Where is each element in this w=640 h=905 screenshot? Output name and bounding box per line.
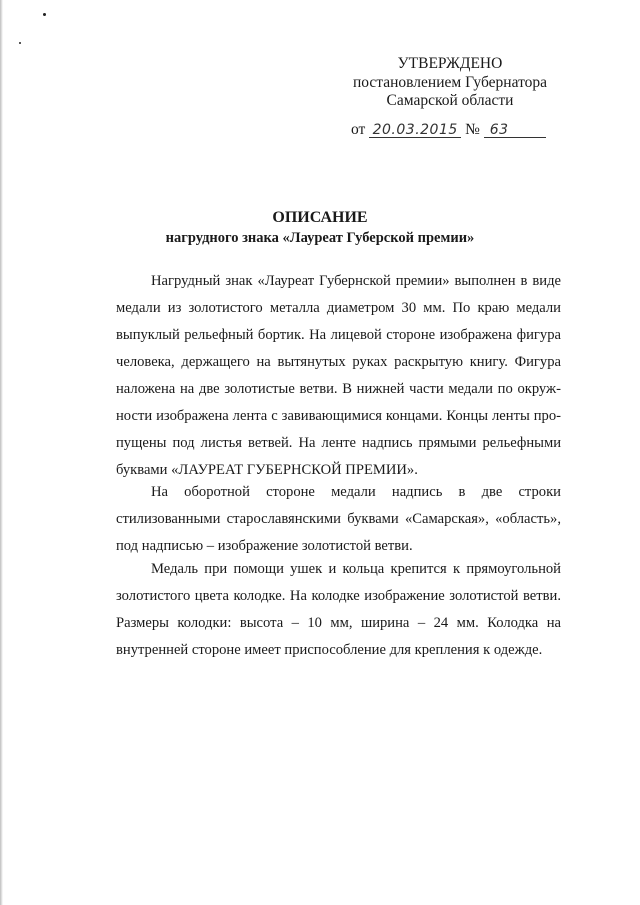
scan-speck [43, 13, 46, 16]
approval-line: Самарской области [386, 92, 514, 109]
handwritten-number: 63 [484, 123, 546, 138]
body-paragraph: На оборотной стороне медали надпись в две строки стилизованными старославянскими буквами «Самарская», «область», под надписью – изображение золотистой ветви. [116, 484, 561, 554]
scan-speck [19, 42, 21, 44]
handwritten-date: 20.03.2015 [369, 123, 461, 138]
body-paragraph: Нагрудный знак «Лауреат Губернской премии» выполнен в виде медали из золотистого металла диаметром 30 мм. По краю медали выпуклый рельефный бортик. На лицевой стороне изображена фигура человека, держащего на вытянутых руках раскрытую книгу. Фигура наложена на две золотистые ветви. В нижней части медали по окружности изображена лента с завивающимися концами. Концы ленты пропущены под листья ветвей. На ленте надпись прямыми рельефными буквами «ЛАУРЕАТ ГУБЕРНСКОЙ ПРЕМИИ». [116, 273, 561, 478]
approval-title: УТВЕРЖДЕНО [397, 55, 503, 72]
document-subtitle: нагрудного знака «Лауреат Губерской премии» [165, 230, 475, 246]
number-label: № [465, 121, 480, 138]
approval-line: постановлением Губернатора [352, 74, 548, 91]
decree-date-line [351, 121, 546, 139]
body-paragraph: Медаль при помощи ушек и кольца крепится к прямоугольной золотистого цвета колодке. На колодке изображение золотистой ветви. Размеры колодки: высота – 10 мм, ширина – 24 мм. Колодка на внутренней стороне имеет приспособление для крепления к одежде. [116, 561, 561, 658]
scan-edge-shadow [0, 0, 3, 905]
from-label: от [351, 121, 366, 138]
document-title: ОПИСАНИЕ [272, 209, 368, 226]
